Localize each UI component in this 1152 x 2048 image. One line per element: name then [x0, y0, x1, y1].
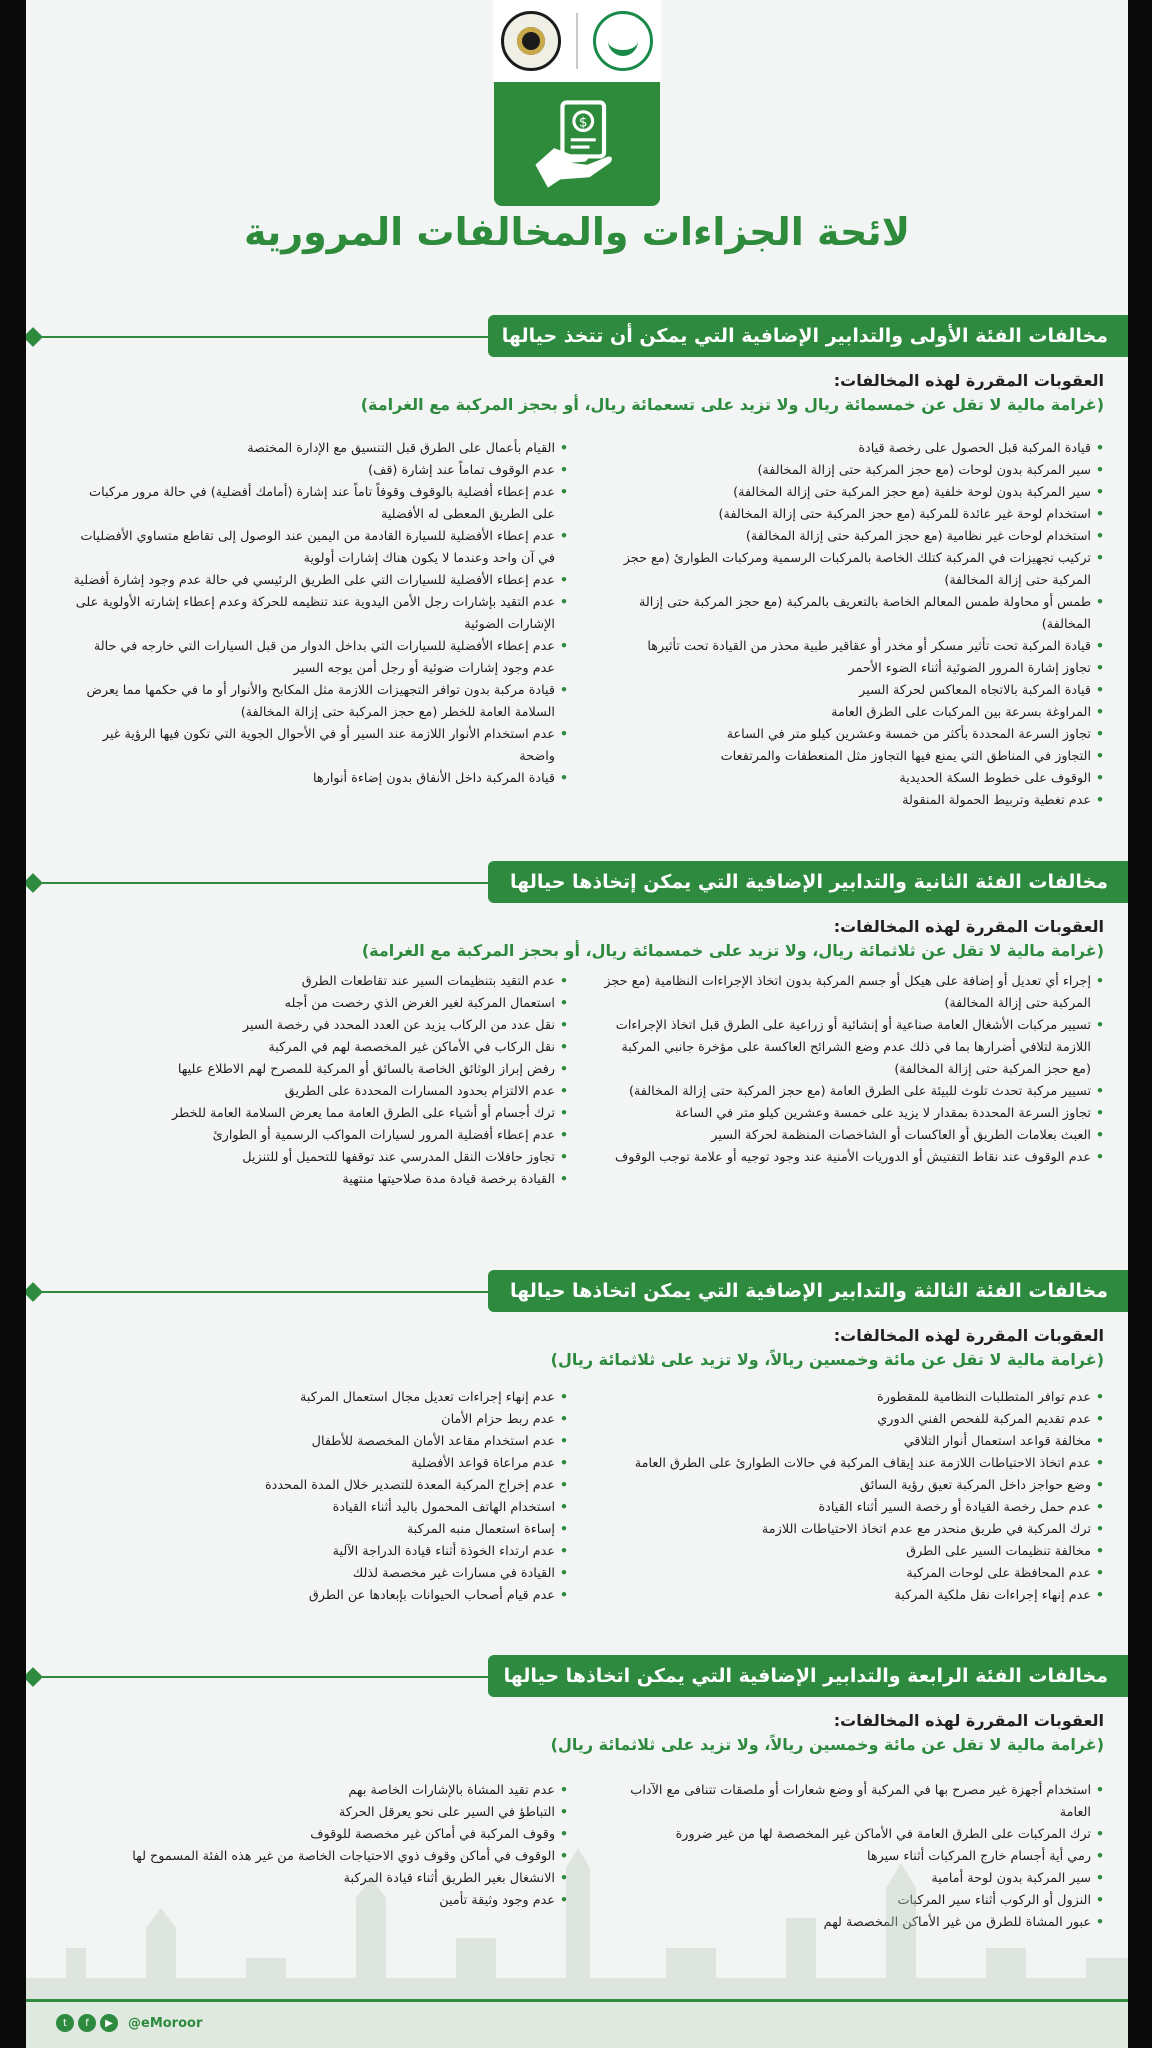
violations-list-left [68, 1387, 568, 1607]
list-item: • تركيب تجهيزات في المركبة كتلك الخاصة بالمركبات الرسمية ومركبات الطوارئ (مع حجز المركبة حتى إزالة المخالفة) [604, 548, 1104, 592]
list-item: • عدم ارتداء الخوذة أثناء قيادة الدراجة الآلية [68, 1541, 568, 1563]
violations-list-left [68, 971, 568, 1191]
section-title: مخالفات الفئة الثالثة والتدابير الإضافية التي يمكن اتخاذها حيالها [488, 1270, 1128, 1312]
penalty-text: (غرامة مالية لا تقل عن ثلاثمائة ريال، ولا تزيد على خمسمائة ريال، أو بحجز المركبة مع الغرامة) [361, 941, 1104, 960]
list-item: • عدم استخدام مقاعد الأمان المخصصة للأطفال [68, 1431, 568, 1453]
list-item: • قيادة المركبة بالاتجاه المعاكس لحركة السير [604, 680, 1104, 702]
list-item: • إساءة استعمال منبه المركبة [68, 1519, 568, 1541]
list-item: • سير المركبة بدون لوحة أمامية [604, 1868, 1104, 1890]
list-item: • الوقوف على خطوط السكة الحديدية [604, 768, 1104, 790]
list-item: • عدم اتخاذ الاحتياطات اللازمة عند إيقاف المركبة في حالات الطوارئ على الطرق العامة [604, 1453, 1104, 1475]
social-handle[interactable]: @eMoroor [128, 2015, 203, 2031]
penalty-text: (غرامة مالية لا تقل عن مائة وخمسين ريالاً، ولا تزيد على ثلاثمائة ريال) [550, 1735, 1104, 1754]
list-item: • عدم حمل رخصة القيادة أو رخصة السير أثناء القيادة [604, 1497, 1104, 1519]
hand-holding-bill-icon [525, 92, 629, 196]
list-item: • عدم إعطاء الأفضلية للسيارة القادمة من اليمين عند الوصول إلى تقاطع متساوي الأفضليات في آن واحد وعندما لا يكون هناك إشارات أولوية [68, 526, 568, 570]
list-item: • تجاوز إشارة المرور الضوئية أثناء الضوء الأحمر [604, 658, 1104, 680]
list-item: • عدم تغطية وتربيط الحمولة المنقولة [604, 790, 1104, 812]
logo-divider [576, 13, 578, 69]
list-item: • إجراء أي تعديل أو إضافة على هيكل أو جسم المركبة بدون اتخاذ الإجراءات النظامية (مع حجز المركبة حتى إزالة المخالفة) [604, 971, 1104, 1015]
logos-bar [493, 0, 661, 82]
facebook-icon[interactable]: f [78, 2014, 96, 2032]
list-item: • عدم ربط حزام الأمان [68, 1409, 568, 1431]
list-item: • عدم المحافظة على لوحات المركبة [604, 1563, 1104, 1585]
list-item: • عدم التقيد بإشارات رجل الأمن اليدوية عند تنظيمه للحركة وعدم إعطاء إشارته الأولوية على الإشارات الضوئية [68, 592, 568, 636]
band-decoration [26, 882, 488, 884]
list-item: • استخدام لوحات غير نظامية (مع حجز المركبة حتى إزالة المخالفة) [604, 526, 1104, 548]
list-item: • وقوف المركبة في أماكن غير مخصصة للوقوف [68, 1824, 568, 1846]
list-item: • وضع حواجز داخل المركبة تعيق رؤية السائق [604, 1475, 1104, 1497]
violations-list-right [604, 971, 1104, 1169]
section-category-1 [26, 315, 1128, 830]
list-item: • عبور المشاة للطرق من غير الأماكن المخصصة لهم [604, 1912, 1104, 1934]
youtube-icon[interactable]: ▶ [100, 2014, 118, 2032]
list-item: • عدم إخراج المركبة المعدة للتصدير خلال المدة المحددة [68, 1475, 568, 1497]
list-item: • عدم توافر المتطلبات النظامية للمقطورة [604, 1387, 1104, 1409]
penalty-heading: العقوبات المقررة لهذه المخالفات: [833, 1711, 1104, 1730]
list-item: • سير المركبة بدون لوحات (مع حجز المركبة حتى إزالة المخالفة) [604, 460, 1104, 482]
list-item: • عدم تقيد المشاة بالإشارات الخاصة بهم [68, 1780, 568, 1802]
list-item: • مخالفة تنظيمات السير على الطرق [604, 1541, 1104, 1563]
list-item: • عدم الوقوف تماماً عند إشارة (قف) [68, 460, 568, 482]
list-item: • عدم مراعاة قواعد الأفضلية [68, 1453, 568, 1475]
penalty-text: (غرامة مالية لا تقل عن مائة وخمسين ريالاً، ولا تزيد على ثلاثمائة ريال) [550, 1350, 1104, 1369]
list-item: • القيام بأعمال على الطرق قبل التنسيق مع الإدارة المختصة [68, 438, 568, 460]
violations-list-left [68, 438, 568, 790]
list-item: • القيادة برخصة قيادة مدة صلاحيتها منتهية [68, 1169, 568, 1191]
band-decoration [26, 1291, 488, 1293]
list-item: • رفض إبراز الوثائق الخاصة بالسائق أو المركبة للمصرح لهم الاطلاع عليها [68, 1059, 568, 1081]
list-item: • نقل الركاب في الأماكن غير المخصصة لهم في المركبة [68, 1037, 568, 1059]
list-item: • استخدام الهاتف المحمول باليد أثناء القيادة [68, 1497, 568, 1519]
band-decoration [26, 336, 488, 338]
list-item: • العبث بعلامات الطريق أو العاكسات أو الشاخصات المنظمة لحركة السير [604, 1125, 1104, 1147]
svg-text:$: $ [578, 114, 588, 131]
footer [26, 1999, 1128, 2048]
list-item: • عدم إنهاء إجراءات نقل ملكية المركبة [604, 1585, 1104, 1607]
list-item: • الوقوف في أماكن وقوف ذوي الاحتياجات الخاصة من غير هذه الفئة المسموح لها [68, 1846, 568, 1868]
list-item: • عدم إنهاء إجراءات تعديل مجال استعمال المركبة [68, 1387, 568, 1409]
list-item: • عدم التقيد بتنظيمات السير عند تقاطعات الطرق [68, 971, 568, 993]
list-item: • عدم وجود وثيقة تأمين [68, 1890, 568, 1912]
list-item: • استخدام أجهزة غير مصرح بها في المركبة أو وضع شعارات أو ملصقات تتنافى مع الآداب العامة [604, 1780, 1104, 1824]
city-skyline-illustration [26, 1808, 1128, 2008]
list-item: • عدم الوقوف عند نقاط التفتيش أو الدوريات الأمنية عند وجود توجيه أو علامة توجب الوقوف [604, 1147, 1104, 1169]
list-item: • ترك المركبات على الطرق العامة في الأماكن غير المخصصة لها من غير ضرورة [604, 1824, 1104, 1846]
list-item: • مخالفة قواعد استعمال أنوار التلاقي [604, 1431, 1104, 1453]
social-links [56, 2014, 202, 2032]
list-item: • طمس أو محاولة طمس المعالم الخاصة بالتعريف بالمركبة (مع حجز المركبة حتى إزالة المخالفة) [604, 592, 1104, 636]
list-item: • عدم إعطاء أفضلية المرور لسيارات المواكب الرسمية أو الطوارئ [68, 1125, 568, 1147]
band-decoration [26, 1676, 488, 1678]
list-item: • تجاوز السرعة المحددة بمقدار لا يزيد على خمسة وعشرين كيلو متر في الساعة [604, 1103, 1104, 1125]
list-item: • عدم استخدام الأنوار اللازمة عند السير أو في الأحوال الجوية التي تكون فيها الرؤية غير واضحة [68, 724, 568, 768]
list-item: • المراوغة بسرعة بين المركبات على الطرق العامة [604, 702, 1104, 724]
list-item: • عدم تقديم المركبة للفحص الفني الدوري [604, 1409, 1104, 1431]
twitter-icon[interactable]: t [56, 2014, 74, 2032]
list-item: • عدم إعطاء أفضلية بالوقوف وقوفاً تاماً عند إشارة (أمامك أفضلية) في حالة مرور مركبات على الطريق المعطى له الأفضلية [68, 482, 568, 526]
section-category-3 [26, 1270, 1128, 1640]
list-item: • قيادة المركبة داخل الأنفاق بدون إضاءة أنوارها [68, 768, 568, 790]
list-item: • التباطؤ في السير على نحو يعرقل الحركة [68, 1802, 568, 1824]
penalty-heading: العقوبات المقررة لهذه المخالفات: [833, 917, 1104, 936]
section-title: مخالفات الفئة الرابعة والتدابير الإضافية التي يمكن اتخاذها حيالها [488, 1655, 1128, 1697]
list-item: • عدم إعطاء الأفضلية للسيارات التي بداخل الدوار من قبل السيارات التي خارجه في حالة عدم وجود إشارات ضوئية أو رجل أمن يوجه السير [68, 636, 568, 680]
list-item: • ترك المركبة في طريق منحدر مع عدم اتخاذ الاحتياطات اللازمة [604, 1519, 1104, 1541]
list-item: • التجاوز في المناطق التي يمنع فيها التجاوز مثل المنعطفات والمرتفعات [604, 746, 1104, 768]
page-title: لائحة الجزاءات والمخالفات المرورية [243, 210, 910, 254]
traffic-directorate-logo-icon [501, 11, 561, 71]
list-item: • القيادة في مسارات غير مخصصة لذلك [68, 1563, 568, 1585]
traffic-violations-sheet [26, 0, 1128, 2048]
list-item: • ترك أجسام أو أشياء على الطرق العامة مما يعرض السلامة العامة للخطر [68, 1103, 568, 1125]
violations-list-right [604, 438, 1104, 812]
penalty-heading: العقوبات المقررة لهذه المخالفات: [833, 371, 1104, 390]
list-item: • النزول أو الركوب أثناء سير المركبات [604, 1890, 1104, 1912]
section-category-2 [26, 861, 1128, 1231]
hero-badge [494, 82, 660, 206]
list-item: • استخدام لوحة غير عائدة للمركبة (مع حجز المركبة حتى إزالة المخالفة) [604, 504, 1104, 526]
penalty-text: (غرامة مالية لا تقل عن خمسمائة ريال ولا تزيد على تسعمائة ريال، أو بحجز المركبة مع الغرامة) [360, 395, 1104, 414]
list-item: • الانشغال بغير الطريق أثناء قيادة المركبة [68, 1868, 568, 1890]
penalty-heading: العقوبات المقررة لهذه المخالفات: [833, 1326, 1104, 1345]
list-item: • تجاوز حافلات النقل المدرسي عند توقفها للتحميل أو للتنزيل [68, 1147, 568, 1169]
violations-list-right [604, 1387, 1104, 1607]
list-item: • تجاوز السرعة المحددة بأكثر من خمسة وعشرين كيلو متر في الساعة [604, 724, 1104, 746]
section-title: مخالفات الفئة الثانية والتدابير الإضافية التي يمكن إتخاذها حيالها [488, 861, 1128, 903]
list-item: • استعمال المركبة لغير الغرض الذي رخصت من أجله [68, 993, 568, 1015]
list-item: • عدم إعطاء الأفضلية للسيارات التي على الطريق الرئيسي في حالة عدم وجود إشارة أفضلية [68, 570, 568, 592]
list-item: • رمي أية أجسام خارج المركبات أثناء سيرها [604, 1846, 1104, 1868]
list-item: • قيادة المركبة قبل الحصول على رخصة قيادة [604, 438, 1104, 460]
list-item: • تسيير مركبة تحدث تلوث للبيئة على الطرق العامة (مع حجز المركبة حتى إزالة المخالفة) [604, 1081, 1104, 1103]
list-item: • تسيير مركبات الأشغال العامة صناعية أو إنشائية أو زراعية على الطرق قبل اتخاذ الإجراءات اللازمة لتلافي أضرارها بما في ذلك عدم وضع الشرائح العاكسة على مؤخرة جانبي المركبة (مع حجز المركبة حتى إزالة المخالفة) [604, 1015, 1104, 1081]
list-item: • قيادة مركبة بدون توافر التجهيزات اللازمة مثل المكابح والأنوار أو ما في حكمها مما يعرض السلامة العامة للخطر (مع حجز المركبة حتى إزالة المخالفة) [68, 680, 568, 724]
list-item: • قيادة المركبة تحت تأثير مسكر أو مخدر أو عقاقير طبية محذر من القيادة تحت تأثيرها [604, 636, 1104, 658]
list-item: • نقل عدد من الركاب يزيد عن العدد المحدد في رخصة السير [68, 1015, 568, 1037]
list-item: • عدم قيام أصحاب الحيوانات بإبعادها عن الطرق [68, 1585, 568, 1607]
ministry-of-interior-logo-icon [593, 11, 653, 71]
list-item: • سير المركبة بدون لوحة خلفية (مع حجز المركبة حتى إزالة المخالفة) [604, 482, 1104, 504]
list-item: • عدم الالتزام بحدود المسارات المحددة على الطريق [68, 1081, 568, 1103]
section-title: مخالفات الفئة الأولى والتدابير الإضافية التي يمكن أن تتخذ حيالها [488, 315, 1128, 357]
